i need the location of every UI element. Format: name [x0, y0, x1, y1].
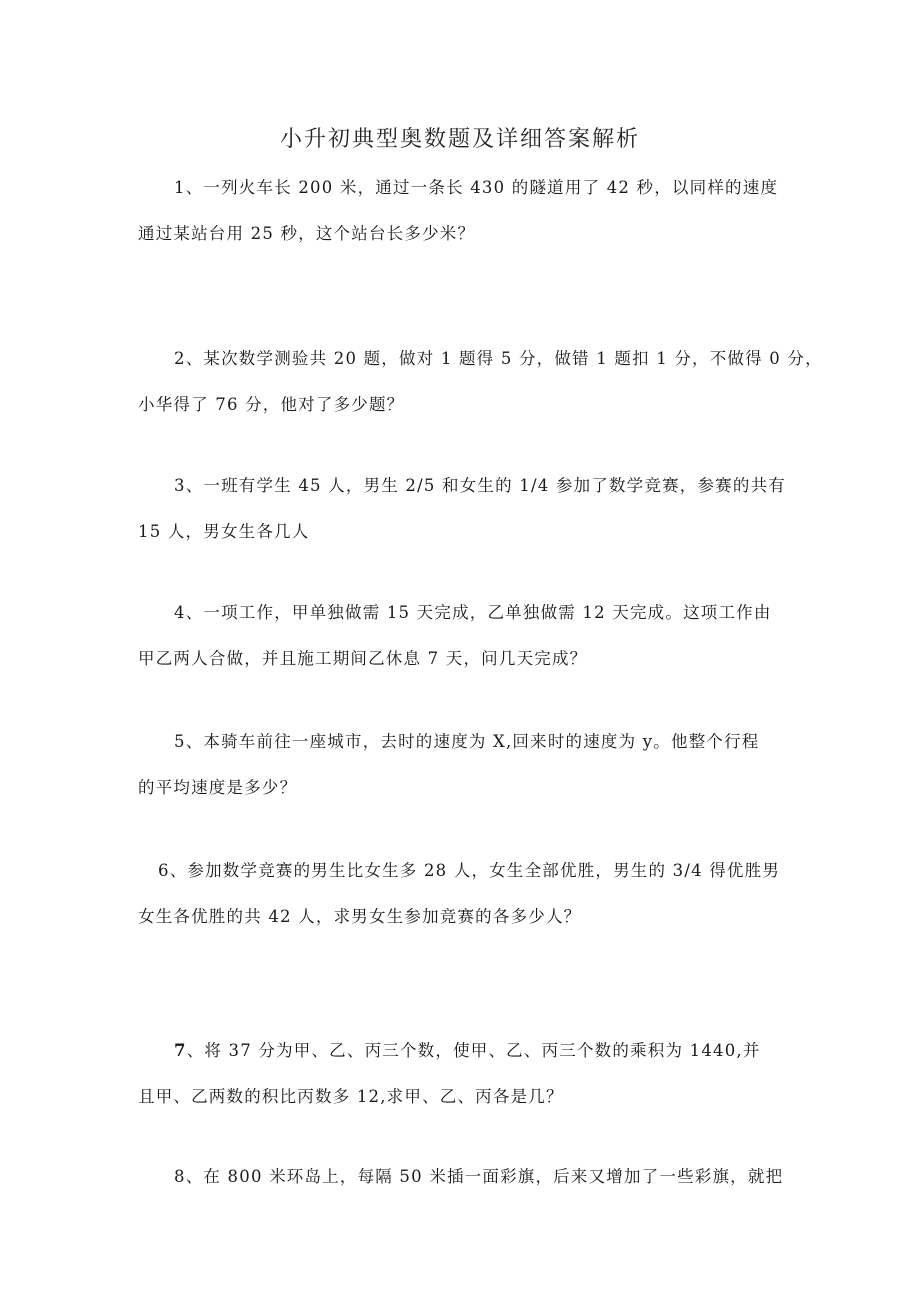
- problem-2-line-1: 2、某次数学测验共 20 题，做对 1 题得 5 分，做错 1 题扣 1 分，不做得 0 分，: [174, 349, 823, 368]
- problem-5-line-1: 5、本骑车前往一座城市，去时的速度为 X,回来时的速度为 y。他整个行程: [174, 732, 760, 751]
- problem-4-line-1: 4、一项工作，甲单独做需 15 天完成，乙单独做需 12 天完成。这项工作由: [174, 603, 772, 622]
- problem-6-line-1: 6、参加数学竞赛的男生比女生多 28 人，女生全部优胜，男生的 3/4 得优胜男: [158, 861, 781, 880]
- problem-3-line-1: 3、一班有学生 45 人，男生 2/5 和女生的 1/4 参加了数学竞赛，参赛的共有: [174, 476, 786, 495]
- problem-7-text: 、将 37 分为甲、乙、丙三个数，使甲、乙、丙三个数的乘积为 1440,并: [186, 1041, 761, 1060]
- problem-2-line-2: 小华得了 76 分，他对了多少题？: [138, 395, 405, 414]
- problem-1-line-1: 1、一列火车长 200 米，通过一条长 430 的隧道用了 42 秒，以同样的速度: [174, 178, 779, 197]
- problem-7-line-2: 且甲、乙两数的积比丙数多 12,求甲、乙、丙各是几？: [138, 1087, 564, 1106]
- problem-6-line-2: 女生各优胜的共 42 人，求男女生参加竞赛的各多少人？: [138, 907, 582, 926]
- problem-8-line-1: 8、在 800 米环岛上，每隔 50 米插一面彩旗，后来又增加了一些彩旗，就把: [174, 1167, 784, 1186]
- problem-7-line-1: [174, 1037, 761, 1065]
- problem-7-number: 7: [174, 1041, 187, 1060]
- problem-1-line-2: 通过某站台用 25 秒，这个站台长多少米？: [138, 224, 476, 243]
- problem-4-line-2: 甲乙两人合做，并且施工期间乙休息 7 天，问几天完成？: [138, 649, 588, 668]
- page-title: 小升初典型奥数题及详细答案解析: [279, 127, 640, 152]
- problem-5-line-2: 的平均速度是多少？: [138, 778, 298, 797]
- problem-3-line-2: 15 人，男女生各几人: [138, 522, 310, 541]
